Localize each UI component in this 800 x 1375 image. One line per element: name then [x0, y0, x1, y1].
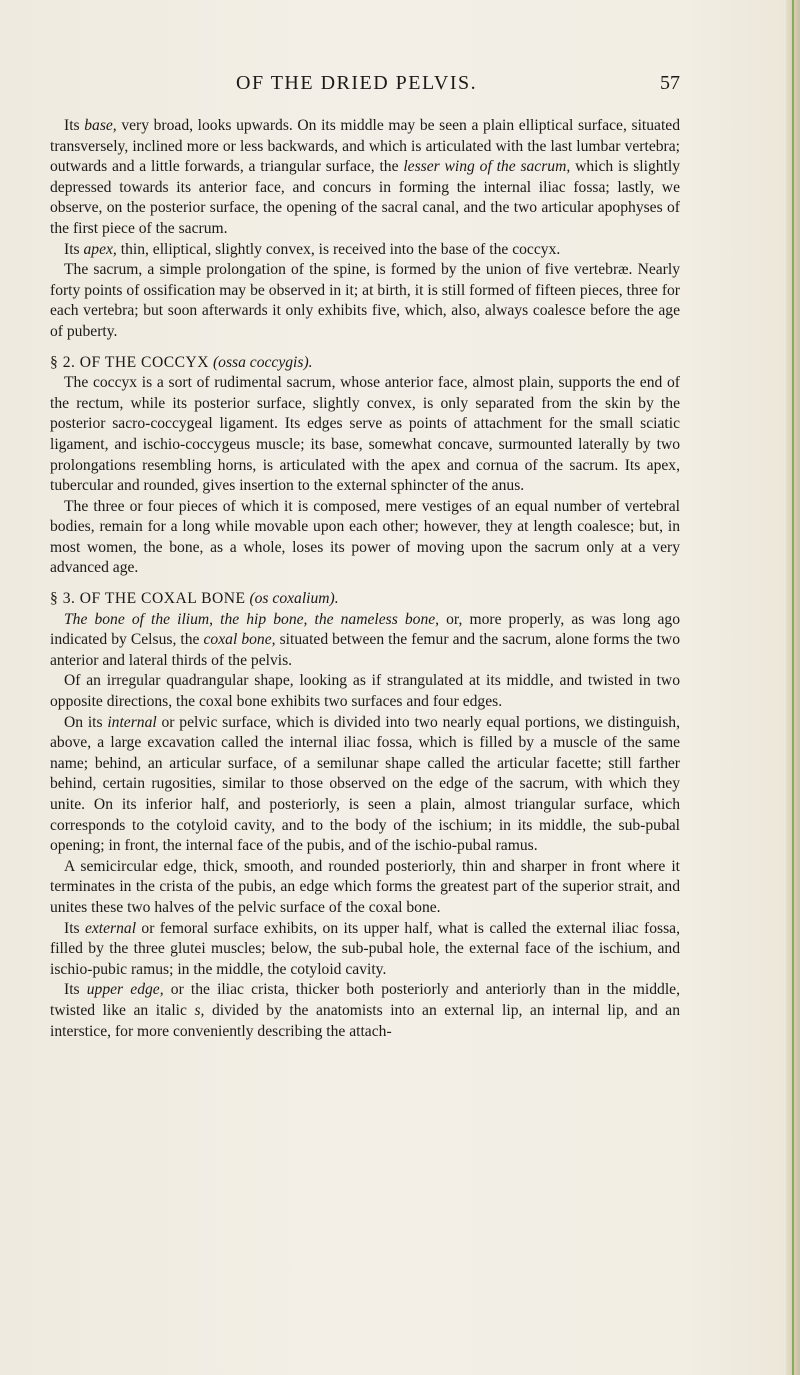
body-text — [50, 116, 680, 1042]
section-latin-name: (os coxalium). — [249, 590, 339, 608]
page-number: 57 — [660, 72, 680, 94]
term-base: base, — [84, 117, 117, 134]
text-run: Its — [64, 117, 85, 134]
term-internal: internal — [107, 713, 157, 731]
paragraph-coxal-shape: Of an irregular quadrangular shape, looking as if strangulated at its middle, and twisted in two opposite directions, the coxal bone exhibits two surfaces and four edges. — [50, 672, 680, 711]
text-run: very broad, looks upwards. On its middle may be seen a plain elliptical surface, situated transversely, inclined more or less backwards, and which is articulated with the last lumbar vertebra; outwards and a little forwards, a triangular surface, the — [50, 117, 680, 176]
text-run: Its — [64, 981, 87, 999]
section-title: § 2. OF THE COCCYX — [50, 353, 210, 371]
text-run: or pelvic surface, which is divided into two nearly equal portions, we distinguish, above, a large excavation called the internal iliac fossa, which is filled by a muscle of the same name; behind, an articular surface, of a semilunar shape called the articular facette; still farther behind, certain rugosities, similar to those observed on the edge of the sacrum, with which they unite. On its inferior half, and posteriorly, is seen a plain, almost triangular surface, which corresponds to the cotyloid cavity, and to the body of the ischium; in its middle, the sub-pubal opening; in front, the internal face of the pubis, and of the ischio-pubal ramus. — [50, 713, 680, 855]
section-heading-coccyx — [50, 353, 680, 374]
section-title: § 3. OF THE COXAL BONE — [50, 590, 246, 608]
paragraph-sacrum-summary: The sacrum, a simple prolongation of the spine, is formed by the union of five vertebræ. Nearly forty points of ossification may be observed in it; at birth, it is still formed of fifteen pieces, three for each vertebra; but soon afterwards it only exhibits five, which, also, always coalesce before the age of puberty. — [50, 261, 680, 340]
paragraph-coccyx-2: The three or four pieces of which it is composed, mere vestiges of an equal number of vertebral bodies, remain for a long while movable upon each other; however, they at length coalesce; but, in most women, the bone, as a whole, loses its power of moving upon the sacrum only at a very advanced age. — [50, 497, 680, 577]
text-run: divided by the anatomists into an external lip, an internal lip, and an interstice, for more conveniently describing the attach- — [50, 1001, 680, 1040]
term-lesser-wing: lesser wing of the sacrum, — [403, 158, 571, 176]
term-upper-edge: upper edge, — [86, 981, 164, 999]
term-apex: apex, — [83, 240, 117, 258]
page-header — [50, 72, 680, 98]
binding-stripe — [792, 0, 794, 1375]
text-run: or the iliac crista, thicker both posteriorly and anteriorly than in the middle, twisted like an italic — [50, 981, 681, 1019]
text-run: On its — [64, 713, 108, 731]
text-run: situated between the femur and the sacrum, alone forms the two anterior and lateral thirds of the pelvis. — [50, 631, 680, 669]
paragraph-sacrum-base — [50, 116, 680, 240]
text-run: Its — [64, 240, 84, 258]
paragraph-coxal-internal — [50, 713, 680, 857]
paragraph-coxal-upper-edge — [50, 980, 680, 1042]
section-latin-name: (ossa coccygis). — [212, 353, 313, 371]
term-coxal-bone: coxal bone, — [203, 631, 276, 649]
text-run: or femoral surface exhibits, on its upper half, what is called the external iliac fossa, filled by the three glutei muscles; below, the sub-pubal hole, the external face of the ischium, and ischio-pubic ramus; in the middle, the cotyloid cavity. — [50, 919, 680, 978]
paragraph-coxal-external — [50, 919, 680, 981]
running-head: OF THE DRIED PELVIS. — [236, 72, 478, 94]
paragraph-coccyx-1: The coccyx is a sort of rudimental sacrum, whose anterior face, almost plain, supports the end of the rectum, while its posterior surface, slightly convex, is only separated from the skin by the posterior sacro-coccygeal ligament. Its edges serve as points of attachment for the small sciatic ligament, and ischio-coccygeus muscle; its base, somewhat concave, surmounted laterally by two prolongations resembling horns, is articulated with the apex and cornua of the sacrum. Its apex, tubercular and rounded, gives insertion to the external sphincter of the anus. — [50, 374, 680, 495]
paragraph-coxal-semicircular: A semicircular edge, thick, smooth, and rounded posteriorly, thin and sharper in front where it terminates in the crista of the pubis, an edge which forms the greatest part of the superior strait, and unites these two halves of the pelvic surface of the coxal bone. — [50, 857, 680, 916]
text-run: thin, elliptical, slightly convex, is received into the base of the coccyx. — [116, 240, 561, 258]
term-italic-s: s, — [194, 1001, 205, 1019]
term-synonyms: The bone of the ilium, the hip bone, the nameless bone, — [64, 610, 440, 628]
text-run: Its — [64, 919, 85, 937]
paragraph-coxal-intro — [50, 610, 680, 672]
section-heading-coxal — [50, 589, 680, 610]
text-run: which is slightly depressed towards its anterior face, and concurs in forming the internal iliac fossa; lastly, we observe, on the posterior surface, the opening of the sacral canal, and the two articular apophyses of the first piece of the sacrum. — [50, 158, 680, 237]
paragraph-sacrum-apex — [50, 240, 680, 261]
text-run: or, more properly, as was long ago indicated by Celsus, the — [50, 610, 680, 649]
term-external: external — [84, 919, 137, 937]
